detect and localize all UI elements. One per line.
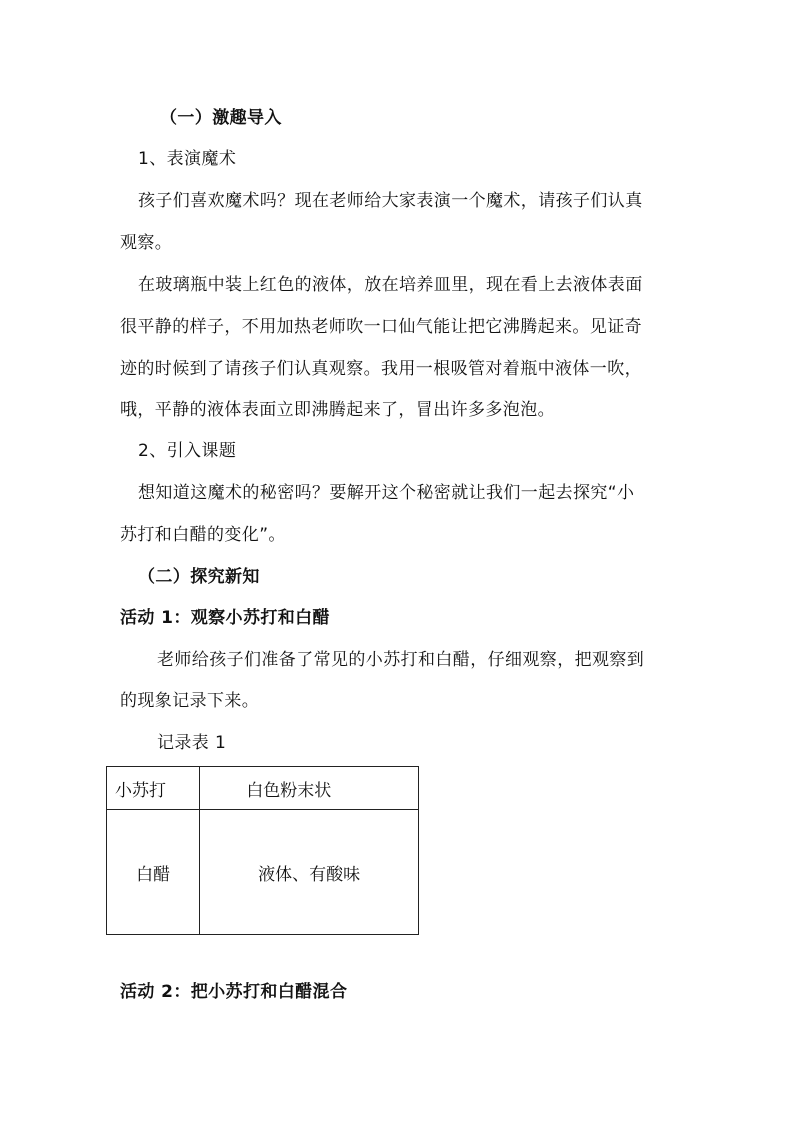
table-caption: 记录表 1 xyxy=(157,733,227,753)
table-cell-item: 白醋 xyxy=(107,810,200,935)
table-cell-observation: 白色粉末状 xyxy=(200,767,419,810)
paragraph-line: 观察。 xyxy=(120,233,173,253)
activity-1-title: 活动 1：观察小苏打和白醋 xyxy=(120,608,330,628)
subsection-title-magic: 1、表演魔术 xyxy=(138,149,237,169)
paragraph-line: 很平静的样子，不用加热老师吹一口仙气能让把它沸腾起来。见证奇 xyxy=(120,317,642,337)
paragraph-line: 想知道这魔术的秘密吗？要解开这个秘密就让我们一起去探究“小 xyxy=(138,483,635,503)
paragraph-line: 哦，平静的液体表面立即沸腾起来了，冒出许多多泡泡。 xyxy=(120,400,555,420)
record-table xyxy=(106,766,419,935)
subsection-title-topic: 2、引入课题 xyxy=(138,441,237,461)
section-heading-intro: （一）激趣导入 xyxy=(160,108,282,128)
table-cell-observation: 液体、有酸味 xyxy=(200,810,419,935)
paragraph-line: 苏打和白醋的变化”。 xyxy=(120,525,286,545)
paragraph-line: 孩子们喜欢魔术吗？现在老师给大家表演一个魔术，请孩子们认真 xyxy=(138,191,643,211)
paragraph-line: 老师给孩子们准备了常见的小苏打和白醋，仔细观察，把观察到 xyxy=(157,650,645,670)
activity-2-title: 活动 2：把小苏打和白醋混合 xyxy=(120,982,348,1002)
paragraph-line: 的现象记录下来。 xyxy=(120,691,260,711)
section-heading-explore: （二）探究新知 xyxy=(138,567,260,587)
paragraph-line: 迹的时候到了请孩子们认真观察。我用一根吸管对着瓶中液体一吹， xyxy=(120,359,642,379)
table-cell-item: 小苏打 xyxy=(107,767,200,810)
paragraph-line: 在玻璃瓶中装上红色的液体，放在培养皿里，现在看上去液体表面 xyxy=(138,275,643,295)
table-row xyxy=(107,810,419,935)
table-row xyxy=(107,767,419,810)
